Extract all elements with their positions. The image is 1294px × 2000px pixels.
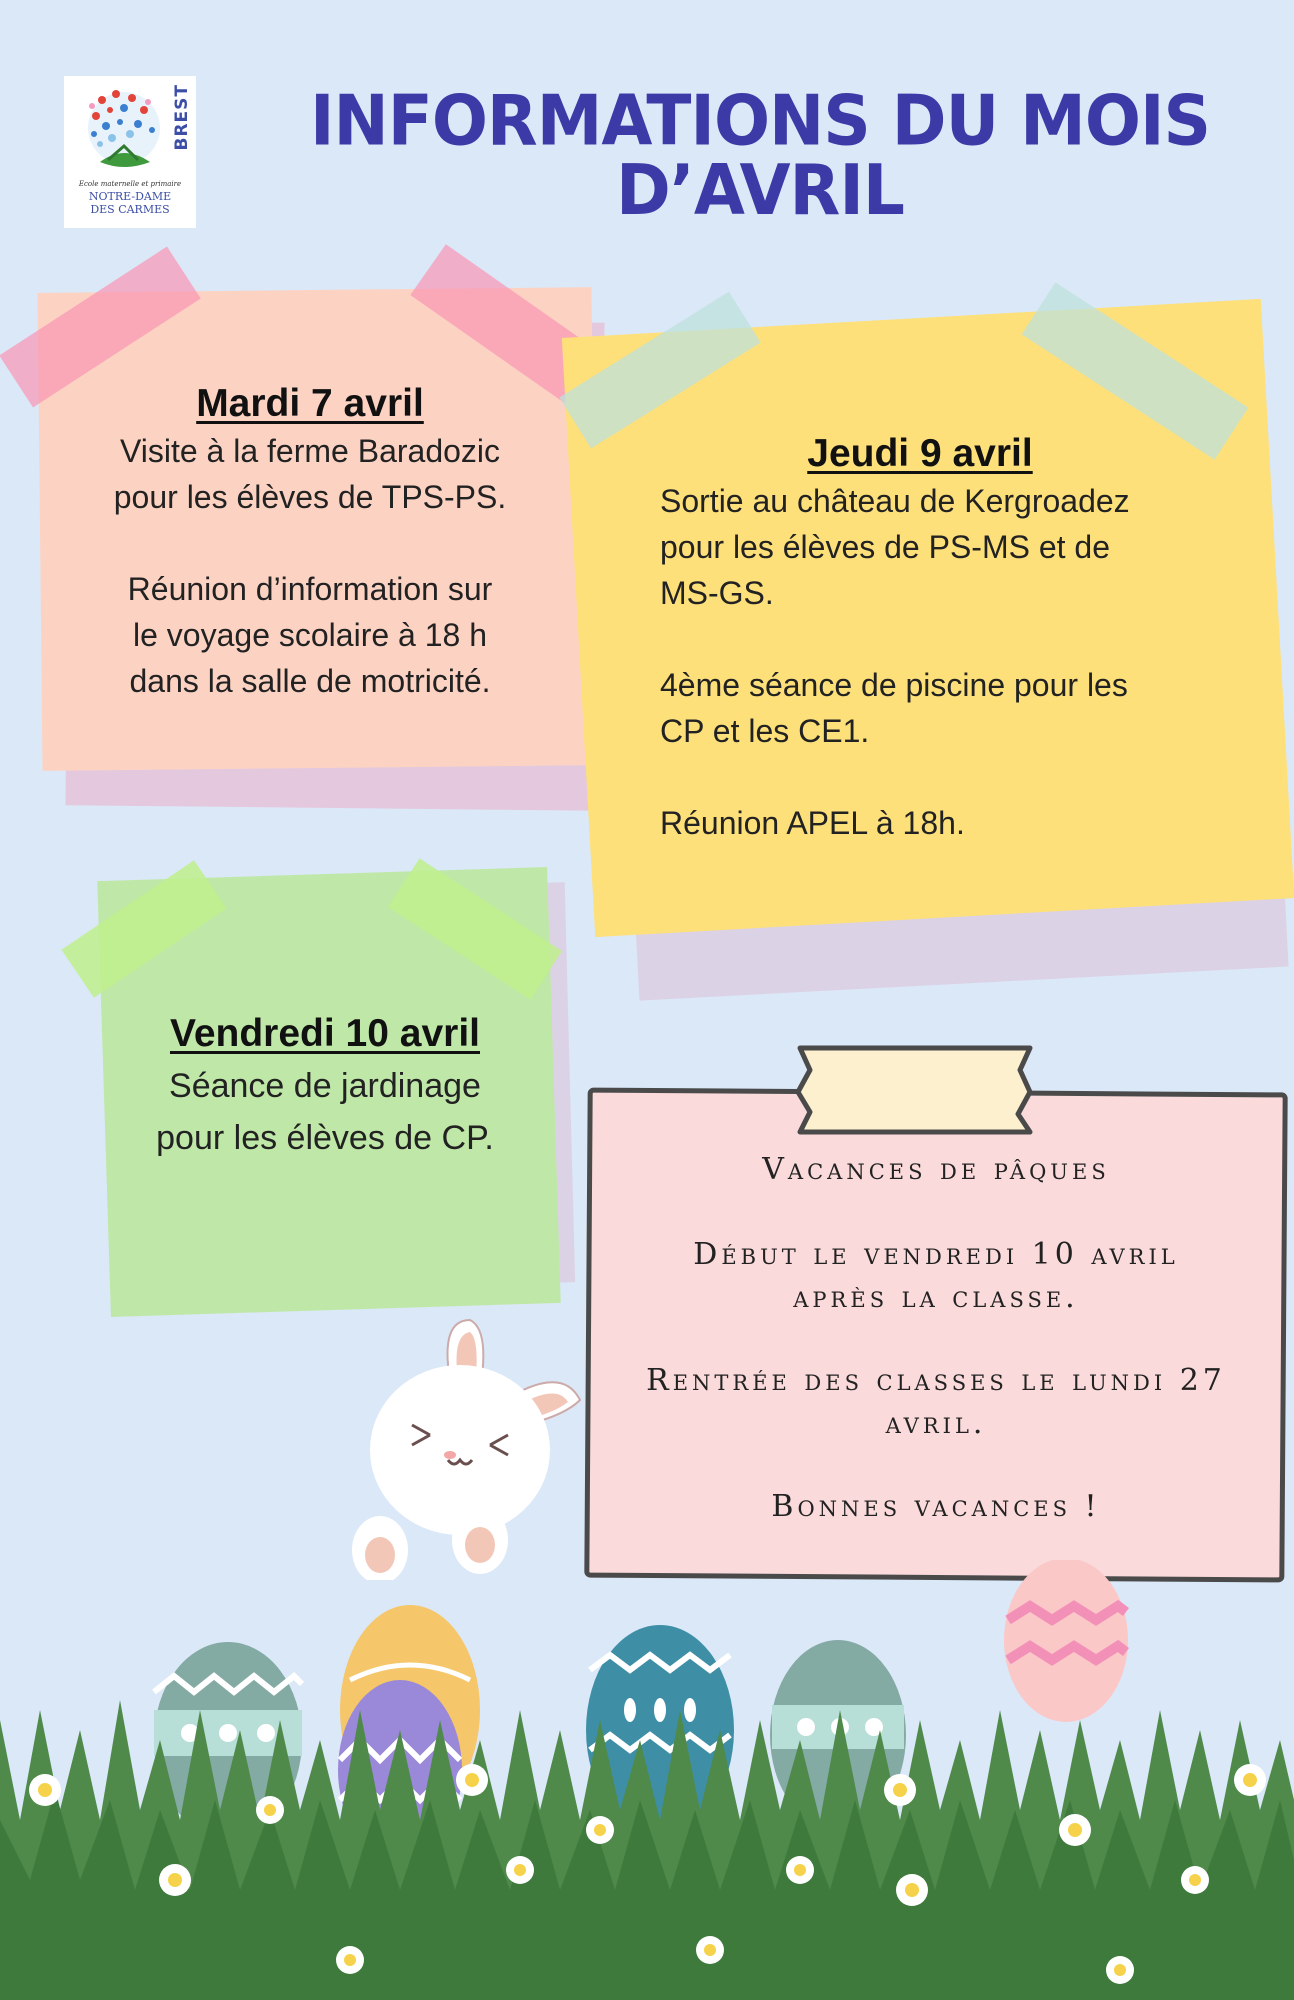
grass-and-eggs [0,1560,1294,2000]
logo-city: BREST [172,84,192,151]
vacances-title: Vacances de pâques [762,1152,1110,1187]
note-mardi-body: Visite à la ferme Baradozic pour les élèves de TPS-PS. Réunion d’information sur le voyage scolaire à 18 h dans la salle de motricité. [113,433,507,699]
note-mardi-heading: Mardi 7 avril [196,382,424,425]
note-vendredi-heading: Vendredi 10 avril [169,1012,480,1055]
bunny-icon [330,1300,610,1580]
vacances-line-apres: après la classe. [793,1280,1079,1315]
easter-egg-icon [1004,1560,1128,1722]
vacances-bonnes: Bonnes vacances ! [771,1489,1101,1524]
tape-label-icon [790,1040,1040,1140]
flower-bouquet-icon [72,80,176,184]
vacances-line-rentree: Rentrée des classes le lundi 27 [646,1363,1226,1398]
note-jeudi-heading: Jeudi 9 avril [807,432,1033,475]
logo-tagline: Ecole maternelle et primaire [78,180,182,188]
page-title: INFORMATIONS DU MOIS D’AVRIL [309,80,1211,231]
school-logo [64,76,196,228]
note-vendredi [90,860,590,1320]
note-mardi [40,290,600,810]
note-jeudi [570,310,1294,1000]
vacances-line-debut: Début le vendredi 10 avril [693,1237,1179,1272]
note-jeudi-body: Sortie au château de Kergroadez pour les élèves de PS-MS et de MS-GS. 4ème séance de piscine pour les CP et les CE1. Réunion APEL à 18h. [660,483,1130,841]
logo-school-name: NOTRE-DAME DES CARMES [88,190,172,216]
note-vendredi-body: Séance de jardinage pour les élèves de CP. [156,1067,494,1157]
vacances-line-avril: avril. [885,1406,987,1441]
